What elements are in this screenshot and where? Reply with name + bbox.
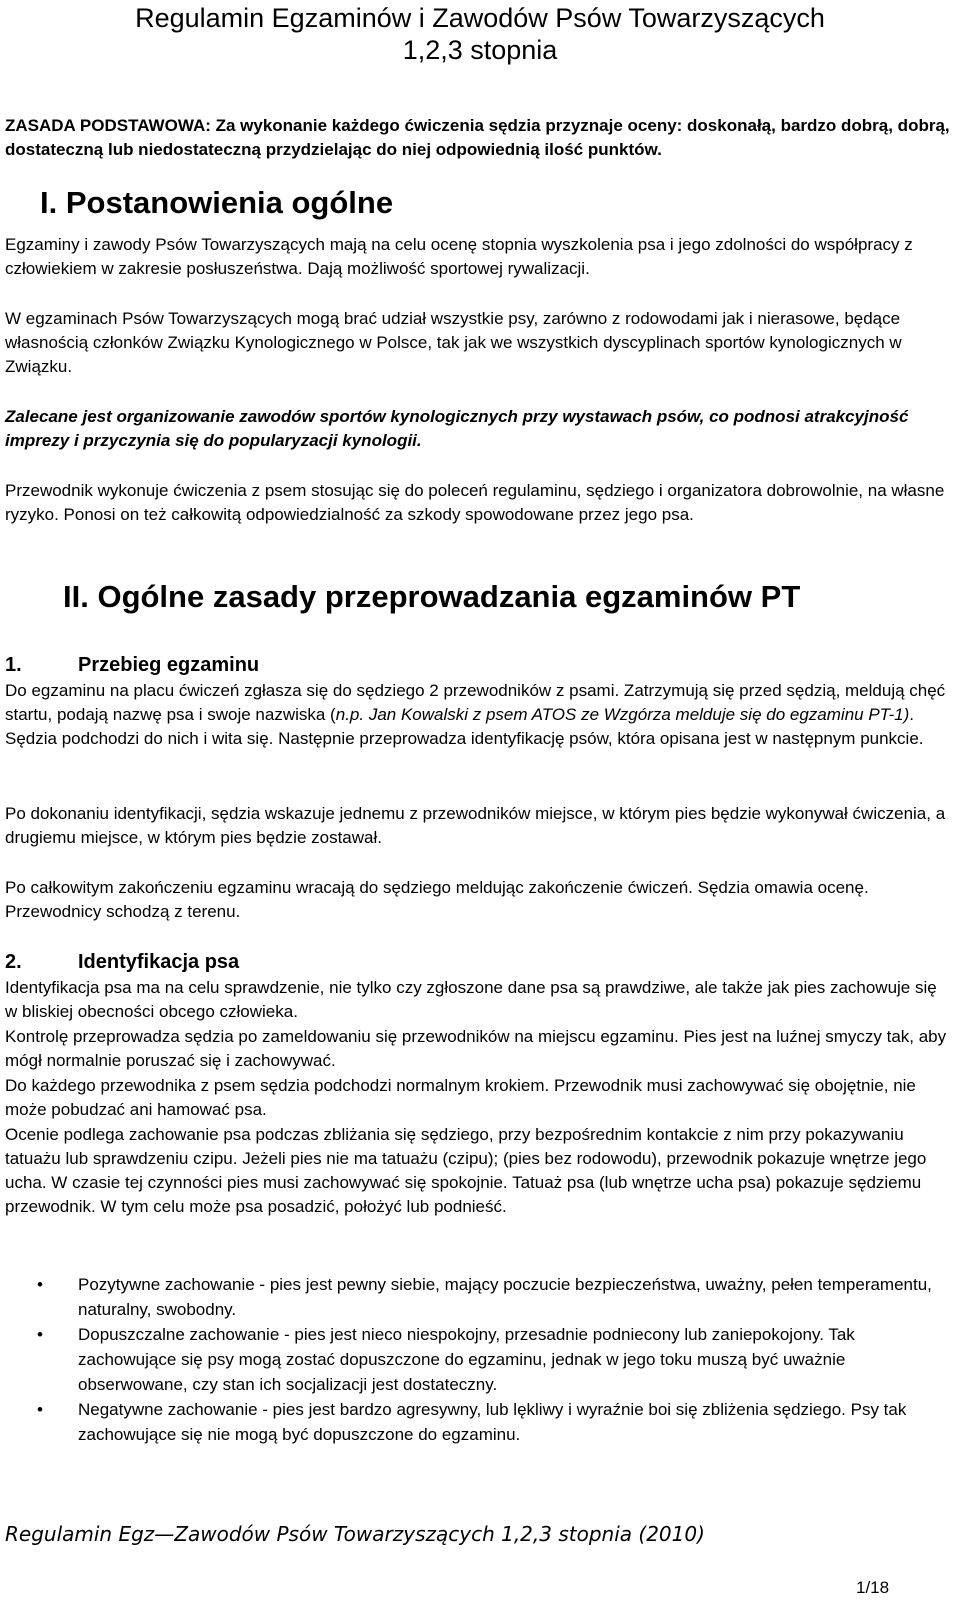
bullet-icon: • — [37, 1400, 43, 1419]
subsection-2-heading — [5, 949, 239, 975]
page-number: 1/18 — [856, 1578, 890, 1597]
list-item — [5, 1397, 953, 1447]
page-footer: Regulamin Egz—Zawodów Psów Towarzyszących 1,2,3 stopnia (2010) — [5, 1522, 705, 1546]
document-title-line1: Regulamin Egzaminów i Zawodów Psów Towarzyszących — [135, 3, 825, 33]
subsection-1-heading — [5, 652, 259, 678]
list-item-text: Pozytywne zachowanie - pies jest pewny siebie, mający poczucie bezpieczeństwa, uważny, pełen temperamentu, naturalny, swobodny. — [78, 1275, 932, 1319]
sub1-p1-text-a: Do egzaminu na placu ćwiczeń zgłasza się do sędziego 2 przewodników z psami. Zatrzymują się przed sędzią, meldują chęć startu, podają nazwę psa i swoje nazwiska ( — [5, 681, 946, 724]
bullet-icon: • — [37, 1275, 43, 1294]
section-1-paragraph-2: W egzaminach Psów Towarzyszących mogą brać udział wszystkie psy, zarówno z rodowodami jak i nierasowe, będące własnością członków Związku Kynologicznego w Polsce, tak jak we wszystkich dyscyplinach sportów kynologicznych w Związku. — [5, 309, 902, 376]
subsection-1-number: 1. — [5, 654, 22, 676]
subsection-2-line-2: Kontrolę przeprowadza sędzia po zameldowaniu się przewodników na miejscu egzaminu. Pies jest na luźnej smyczy tak, aby mógł normalnie poruszać się i zachowywać. — [5, 1027, 947, 1070]
section-1-heading: I. Postanowienia ogólne — [40, 185, 394, 220]
subsection-1-title: Przebieg egzaminu — [78, 654, 260, 676]
subsection-1-paragraph-1 — [5, 679, 953, 751]
sub1-p1-text-c: . Sędzia podchodzi do nich i wita się. Następnie przeprowadza identyfikację psów, która opisana jest w następnym punkcie. — [5, 705, 924, 748]
list-item — [5, 1322, 953, 1397]
subsection-2-line-3: Do każdego przewodnika z psem sędzia podchodzi normalnym krokiem. Przewodnik musi zachowywać się obojętnie, nie może pobudzać ani hamować psa. — [5, 1076, 916, 1119]
section-1-paragraph-1: Egzaminy i zawody Psów Towarzyszących mają na celu ocenę stopnia wyszkolenia psa i jego zdolności do współpracy z człowiekiem w zakresie posłuszeństwa. Dają możliwość sportowej rywalizacji. — [5, 235, 913, 278]
section-1-paragraph-3: Zalecane jest organizowanie zawodów sportów kynologicznych przy wystawach psów, co podnosi atrakcyjność imprezy i przyczynia się do popularyzacji kynologii. — [5, 407, 909, 450]
document-title-line2: 1,2,3 stopnia — [402, 35, 558, 65]
subsection-1-paragraph-2: Po dokonaniu identyfikacji, sędzia wskazuje jednemu z przewodników miejsce, w którym pies będzie wykonywał ćwiczenia, a drugiemu miejsce, w którym pies będzie zostawał. — [5, 804, 946, 847]
list-item-text: Negatywne zachowanie - pies jest bardzo agresywny, lub lękliwy i wyraźnie boi się zbliżenia sędziego. Psy tak zachowujące się nie mogą być dopuszczone do egzaminu. — [78, 1400, 907, 1444]
list-item — [5, 1272, 953, 1322]
section-1-paragraph-4: Przewodnik wykonuje ćwiczenia z psem stosując się do poleceń regulaminu, sędziego i organizatora dobrowolnie, na własne ryzyko. Ponosi on też całkowitą odpowiedzialność za szkody spowodowane przez jego psa. — [5, 481, 945, 524]
bullet-icon: • — [37, 1325, 43, 1344]
subsection-2-number: 2. — [5, 951, 22, 973]
subsection-2-title: Identyfikacja psa — [78, 951, 240, 973]
behavior-list — [5, 1272, 953, 1447]
subsection-1-paragraph-3: Po całkowitym zakończeniu egzaminu wracają do sędziego meldując zakończenie ćwiczeń. Sędzia omawia ocenę. Przewodnicy schodzą z terenu. — [5, 878, 869, 921]
sub1-p1-example-italic: n.p. Jan Kowalski z psem ATOS ze Wzgórza melduje się do egzaminu PT-1) — [335, 705, 910, 724]
subsection-2-line-1: Identyfikacja psa ma na celu sprawdzenie, nie tylko czy zgłoszone dane psa są prawdziwe, ale także jak pies zachowuje się w bliskiej obecności obcego człowieka. — [5, 978, 937, 1021]
section-2-heading: II. Ogólne zasady przeprowadzania egzaminów PT — [63, 579, 801, 614]
list-item-text: Dopuszczalne zachowanie - pies jest nieco niespokojny, przesadnie podniecony lub zaniepokojony. Tak zachowujące się psy mogą zostać dopuszczone do egzaminu, jednak w jego toku muszą być uważnie obserwowane, czy stan ich socjalizacji jest dostateczny. — [78, 1325, 855, 1394]
subsection-2-line-4: Ocenie podlega zachowanie psa podczas zbliżania się sędziego, przy bezpośrednim kontakcie z nim przy pokazywaniu tatuażu lub sprawdzeniu czipu. Jeżeli pies nie ma tatuażu (czipu); (pies bez rodowodu), przewodnik pokazuje wnętrze jego ucha. W czasie tej czynności pies musi zachowywać się spokojnie. Tatuaż psa (lub wnętrze ucha psa) pokazuje sędziemu przewodnik. W tym celu może psa posadzić, położyć lub podnieść. — [5, 1125, 927, 1216]
basic-rule-paragraph: ZASADA PODSTAWOWA: Za wykonanie każdego ćwiczenia sędzia przyznaje oceny: doskonałą, bardzo dobrą, dobrą, dostateczną lub niedostateczną przydzielając do niej odpowiednią ilość punktów. — [5, 116, 950, 159]
